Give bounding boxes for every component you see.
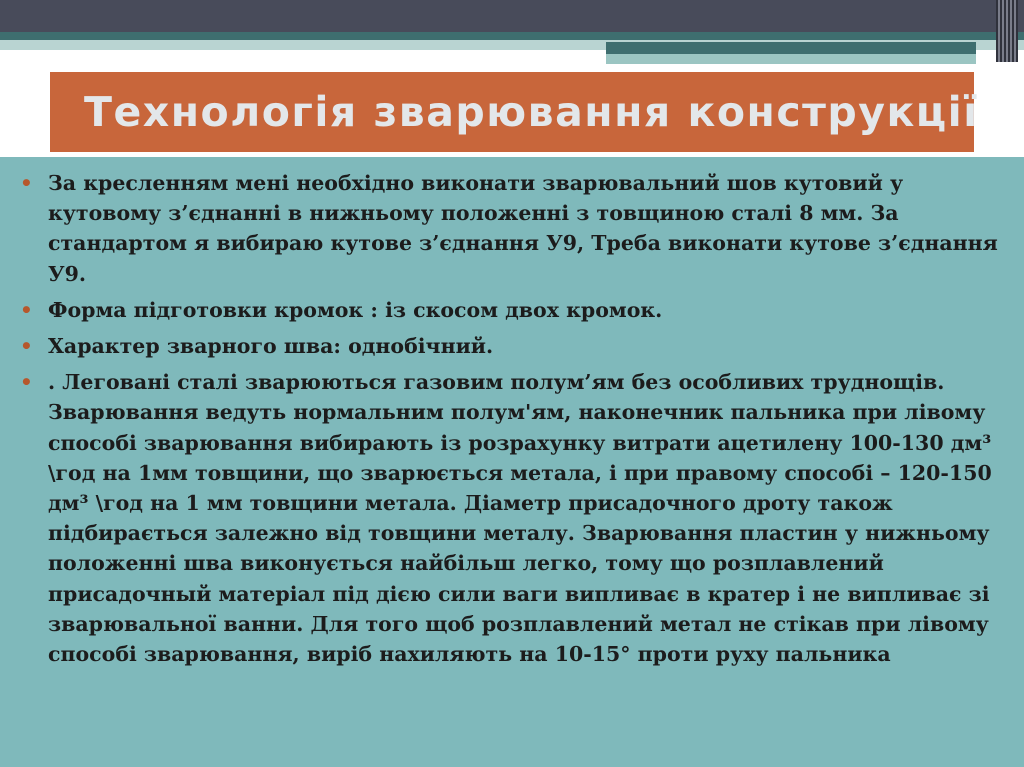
bullet-icon: • bbox=[20, 370, 33, 395]
top-bar bbox=[0, 0, 1024, 32]
bullet-text: Характер зварного шва: однобічний. bbox=[48, 334, 494, 359]
bullet-item bbox=[20, 295, 1010, 325]
accent-block-light bbox=[606, 54, 976, 64]
bullet-icon: • bbox=[20, 297, 33, 322]
bullet-icon: • bbox=[20, 171, 33, 195]
corner-stripes bbox=[996, 0, 1018, 62]
title-band bbox=[50, 72, 979, 152]
bullet-item bbox=[20, 367, 1010, 669]
accent-block bbox=[606, 42, 976, 54]
bullet-icon: • bbox=[20, 334, 33, 359]
bullet-item bbox=[20, 168, 1010, 289]
content-panel bbox=[0, 157, 1024, 767]
slide-title: Технологія зварювання конструкції bbox=[84, 88, 979, 136]
bullet-list bbox=[20, 168, 1010, 675]
bullet-item bbox=[20, 331, 1010, 361]
bullet-text: . Леговані сталі зварюються газовим полум’ям без особливих труднощів. Зварювання ведуть нормальним полум'ям, наконечник пальника при лівому способі зварювання вибирають із розрахунку витрати ацетилену 100-130 дм³ \год на 1мм товщини, що зварюється метала, і при правому способі – 120-150 дм³ \год на 1 мм товщини метала. Діаметр присадочного дроту також підбирається залежно від товщини металу. Зварювання пластин у нижньому положенні шва виконується найбільш легко, тому що розплавлений присадочный матеріал під дією сили ваги випливає в кратер і не випливає зі зварювальної ванни. Для того щоб розплавлений метал не стікав при лівому способі зварювання, виріб нахиляють на 10-15° проти руху пальника bbox=[48, 370, 992, 667]
bullet-text: Форма підготовки кромок : із скосом двох кромок. bbox=[48, 297, 663, 322]
bullet-text: За кресленням мені необхідно виконати зварювальний шов кутовий у кутовому з’єднанні в нижньому положенні з товщиною сталі 8 мм. За стандартом я вибираю кутове з’єднання У9, Треба виконати кутове з’єднання У9. bbox=[48, 171, 998, 286]
accent-line bbox=[0, 32, 1024, 40]
